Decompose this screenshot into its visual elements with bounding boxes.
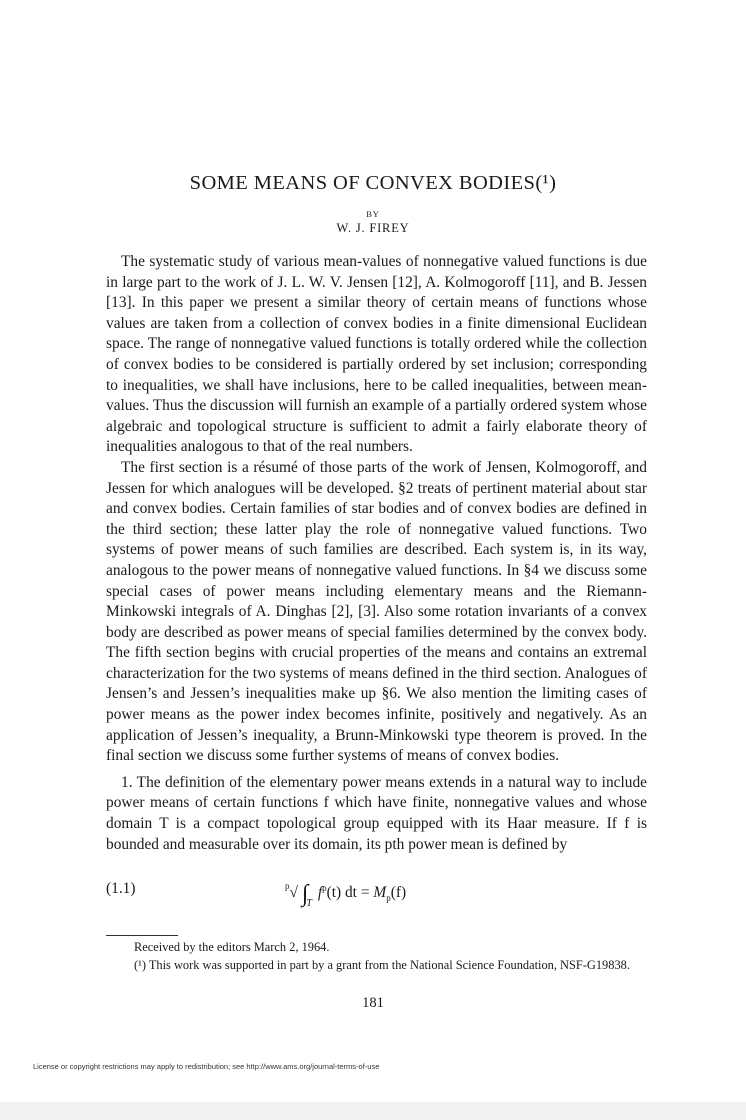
footnote-rule [106,935,178,936]
integral-domain: T [306,898,312,909]
page-number: 181 [362,995,384,1011]
rhs-subscript: p [386,893,391,904]
integrand: f [317,884,323,901]
footnotes [106,939,647,974]
integrand-argument: (t) dt [326,884,357,901]
article-title: SOME MEANS OF CONVEX BODIES(¹) [189,172,557,194]
author-name: W. J. FIREY [336,221,410,235]
rhs-argument: (f) [390,884,407,901]
section-1-paragraph: 1. The definition of the elementary power means extends in a natural way to include power means of certain functions f which have finite, nonnegative values and whose domain T is a compact topological group equipped with its Haar measure. If f is bounded and measurable over its domain, its pth power mean is defined by [106,773,647,853]
equation-1-1 [106,877,647,909]
received-note: Received by the editors March 2, 1964. [134,940,330,954]
intro-paragraph: The systematic study of various mean-values of nonnegative valued functions is due in large part to the work of J. L. W. V. Jensen [12], A. Kolmogoroff [11], and B. Jessen [13]. In this paper we present a similar theory of certain means of functions whose values are taken from a collection of convex bodies in a finite dimensional Euclidean space. The range of nonnegative valued functions is totally ordered while the collection of convex bodies to be considered is partially ordered by set inclusion; corresponding to inequalities, we shall have inclusions, here to be called inequalities, between mean-values. Thus the discussion will furnish an example of a partially ordered system whose algebraic and topological structure is sufficient to admit a fairly elaborate theory of inequalities analogous to that of the real numbers. [106,253,647,456]
rhs-mean: M [373,884,387,901]
root-index: p [285,880,290,891]
viewer-bottom-bar [0,1102,746,1120]
article-body [106,252,647,855]
integral-sign: ∫ [301,881,309,907]
integrand-power: p [322,882,327,893]
equation-formula [285,877,407,909]
equals-sign: = [360,884,370,901]
byline: BY [366,209,380,219]
funding-note: (¹) This work was supported in part by a grant from the National Science Foundation, NSF-G19838. [134,957,630,972]
equation-label: (1.1) [106,880,136,897]
root-sign: √ [289,884,298,901]
outline-paragraph: The first section is a résumé of those parts of the work of Jensen, Kolmogoroff, and Jessen for which analogues will be developed. §2 treats of pertinent material about star and convex bodies. Certain families of star bodies and of convex bodies are defined in the third section; these latter play the role of nonnegative valued functions. Two systems of power means of such families are described. Each system is, in its way, analogous to the power means of nonnegative valued functions. In §4 we discuss some special cases of power means including elementary means and the Riemann-Minkowski integrals of A. Dinghas [2], [3]. Also some rotation invariants of a convex body are described as power means of special families determined by the convex body. The fifth section begins with crucial properties of the means and contains an extremal characterization for the two systems of means defined in the third section. Analogues of Jensen’s and Jessen’s inequalities make up §6. We also mention the limiting cases of power means as the power index becomes infinite, positively and negatively. As an application of Jessen’s inequality, a Brunn-Minkowski type theorem is proved. In the final section we discuss some further systems of means of convex bodies. [106,458,647,765]
license-notice: License or copyright restrictions may apply to redistribution; see http://www.ams.org/journal-terms-of-use [33,1062,380,1071]
